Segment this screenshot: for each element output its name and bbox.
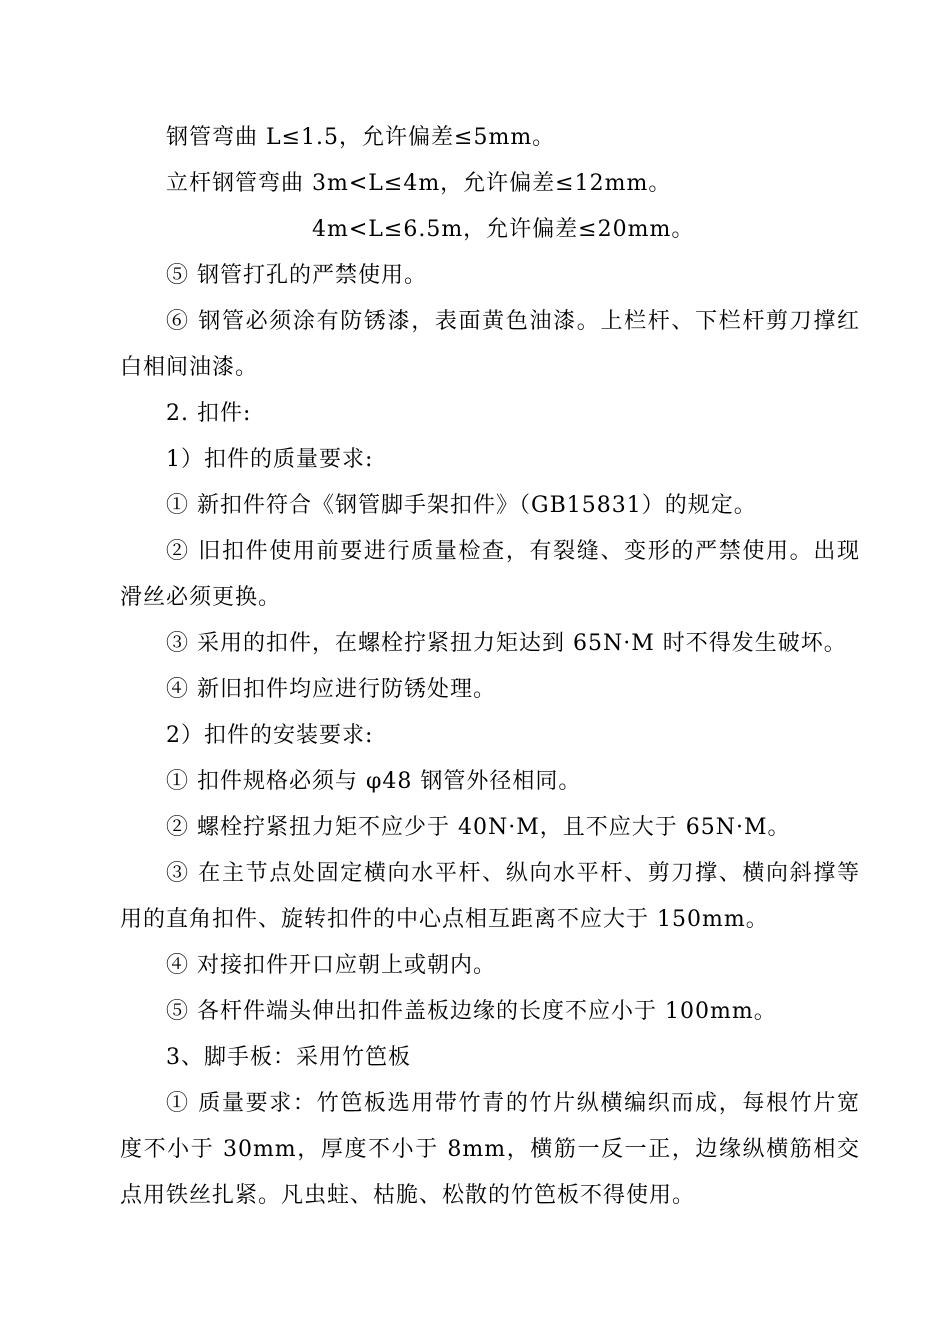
paragraph-anti-rust-paint: ⑥ 钢管必须涂有防锈漆，表面黄色油漆。上栏杆、下栏杆剪刀撑红白相间油漆。 [120, 309, 860, 380]
paragraph-bolt-torque-range: ② 螺栓拧紧扭力矩不应少于 40N·M，且不应大于 65N·M。 [166, 815, 791, 840]
paragraph-upright-pipe-bend-tolerance: 立杆钢管弯曲 3m<L≤4m，允许偏差≤12mm。 [166, 171, 672, 196]
paragraph-bamboo-board-quality: ① 质量要求：竹笆板选用带竹青的竹片纵横编织而成，每根竹片宽度不小于 30mm，厚度不小于 8mm，横筋一反一正，边缘纵横筋相交点用铁丝扎紧。凡虫蛀、枯脆、松散的竹笆板不得使用。 [120, 1091, 860, 1208]
section-heading-scaffold-board: 3、脚手板：采用竹笆板 [166, 1045, 411, 1070]
subheading-fastener-installation: 2）扣件的安装要求: [166, 723, 374, 748]
section-heading-fasteners: 2. 扣件: [166, 401, 252, 426]
paragraph-fastener-spec: ① 扣件规格必须与 φ48 钢管外径相同。 [166, 769, 582, 794]
paragraph-old-fastener-inspection: ② 旧扣件使用前要进行质量检查，有裂缝、变形的严禁使用。出现滑丝必须更换。 [120, 539, 860, 610]
paragraph-no-drilled-pipes: ⑤ 钢管打孔的严禁使用。 [166, 263, 427, 288]
paragraph-pipe-bend-tolerance: 钢管弯曲 L≤1.5，允许偏差≤5mm。 [166, 125, 556, 150]
paragraph-fastener-rust-treatment: ④ 新旧扣件均应进行防锈处理。 [166, 677, 496, 702]
subheading-fastener-quality: 1）扣件的质量要求: [166, 447, 374, 472]
paragraph-butt-fastener-opening: ④ 对接扣件开口应朝上或朝内。 [166, 953, 496, 978]
paragraph-fastener-torque-test: ③ 采用的扣件，在螺栓拧紧扭力矩达到 65N·M 时不得发生破坏。 [166, 631, 847, 656]
paragraph-upright-pipe-bend-tolerance-long: 4m<L≤6.5m，允许偏差≤20mm。 [312, 217, 695, 242]
paragraph-rod-end-extension: ⑤ 各杆件端头伸出扣件盖板边缘的长度不应小于 100mm。 [166, 999, 777, 1024]
paragraph-new-fastener-standard: ① 新扣件符合《钢管脚手架扣件》（GB15831）的规定。 [166, 493, 757, 518]
paragraph-main-node-spacing: ③ 在主节点处固定横向水平杆、纵向水平杆、剪刀撑、横向斜撑等用的直角扣件、旋转扣件的中心点相互距离不应大于 150mm。 [120, 861, 860, 932]
document-body [120, 115, 860, 1219]
